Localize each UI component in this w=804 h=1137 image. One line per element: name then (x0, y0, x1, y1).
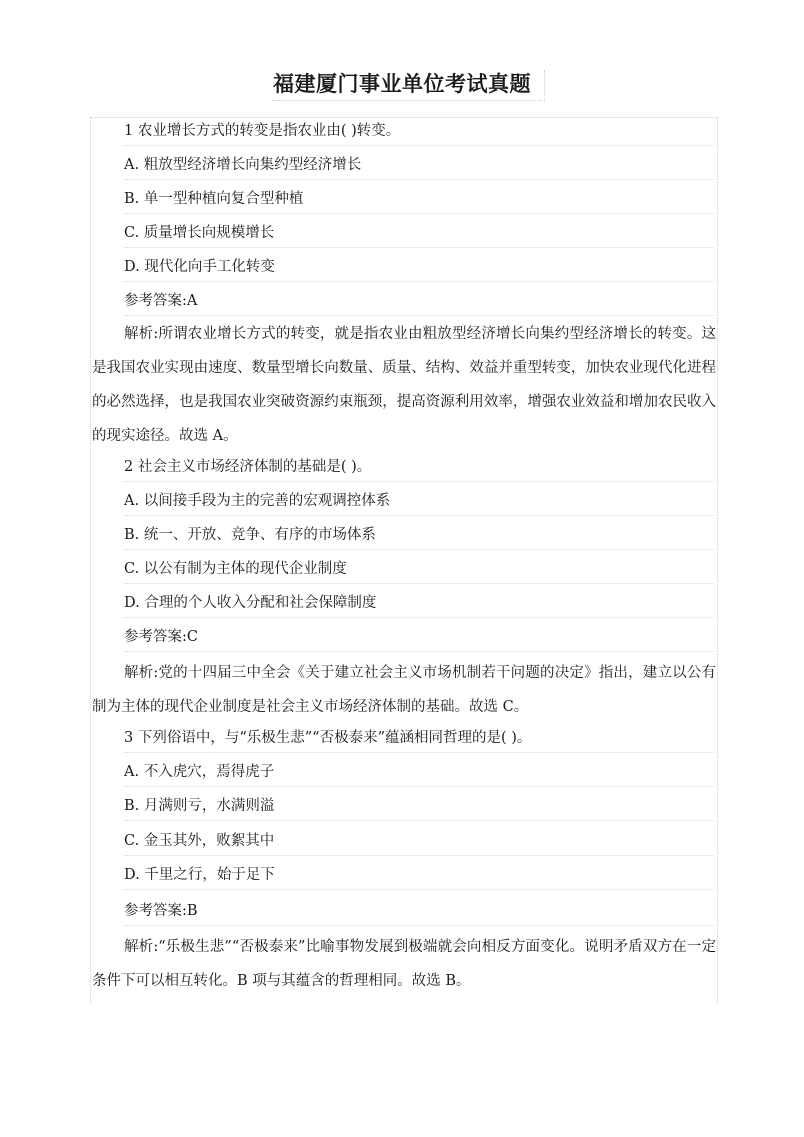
question-3-stem: 3 下列俗语中，与“乐极生悲”“否极泰来”蕴涵相同哲理的是( )。 (124, 730, 532, 746)
question-1-analysis: 解析:所谓农业增长方式的转变，就是指农业由粗放型经济增长向集约型经济增长的转变。这是我国农业实现由速度、数量型增长向数量、质量、结构、效益并重型转变，加快农业现代化进程的必然选择，也是我国农业突破资源约束瓶颈，提高资源利用效率，增强农业效益和增加农民收入的现实途径。故选 A。 (92, 326, 716, 444)
question-1-option-b: B. 单一型种植向复合型种植 (124, 191, 304, 207)
guide-line (124, 213, 714, 214)
title-side-rule (544, 70, 545, 102)
question-1-option-a: A. 粗放型经济增长向集约型经济增长 (124, 157, 362, 173)
guide-line (124, 651, 714, 652)
question-1-answer: 参考答案:A (124, 293, 198, 309)
guide-line (124, 820, 714, 821)
question-3-analysis: 解析:“乐极生悲”“否极泰来”比喻事物发展到极端就会向相反方面变化。说明矛盾双方在一定条件下可以相互转化。B 项与其蕴含的哲理相同。故选 B。 (92, 939, 716, 989)
guide-line (124, 855, 714, 856)
guide-line (124, 617, 714, 618)
guide-line (124, 925, 714, 926)
question-2-option-d: D. 合理的个人收入分配和社会保障制度 (124, 595, 377, 611)
question-2-analysis: 解析:党的十四届三中全会《关于建立社会主义市场机制若干问题的决定》指出，建立以公有制为主体的现代企业制度是社会主义市场经济体制的基础。故选 C。 (92, 665, 716, 715)
guide-line (124, 481, 714, 482)
question-3-option-a: A. 不入虎穴，焉得虎子 (124, 764, 275, 780)
page-title: 福建厦门事业单位考试真题 (273, 71, 531, 96)
guide-line (124, 786, 714, 787)
question-3-option-b: B. 月满则亏，水满则溢 (124, 798, 275, 814)
guide-line (124, 315, 714, 316)
question-3-answer: 参考答案:B (124, 903, 198, 919)
guide-line (124, 752, 714, 753)
question-2-option-b: B. 统一、开放、竞争、有序的市场体系 (124, 527, 376, 543)
guide-line (124, 549, 714, 550)
guide-line (124, 515, 714, 516)
question-2-answer: 参考答案:C (124, 629, 198, 645)
guide-line (124, 247, 714, 248)
guide-line (124, 145, 714, 146)
question-3-option-d: D. 千里之行，始于足下 (124, 867, 275, 883)
guide-line (124, 179, 714, 180)
question-3-option-c: C. 金玉其外，败絮其中 (124, 833, 275, 849)
guide-line (124, 889, 714, 890)
question-2-stem: 2 社会主义市场经济体制的基础是( )。 (124, 459, 372, 475)
question-1-stem: 1 农业增长方式的转变是指农业由( )转变。 (124, 123, 401, 139)
question-2-option-a: A. 以间接手段为主的完善的宏观调控体系 (124, 493, 391, 509)
title-underline (272, 100, 542, 101)
guide-line (124, 281, 714, 282)
question-1-option-d: D. 现代化向手工化转变 (124, 259, 275, 275)
guide-line (124, 583, 714, 584)
question-1-option-c: C. 质量增长向规模增长 (124, 225, 275, 241)
question-2-option-c: C. 以公有制为主体的现代企业制度 (124, 561, 347, 577)
